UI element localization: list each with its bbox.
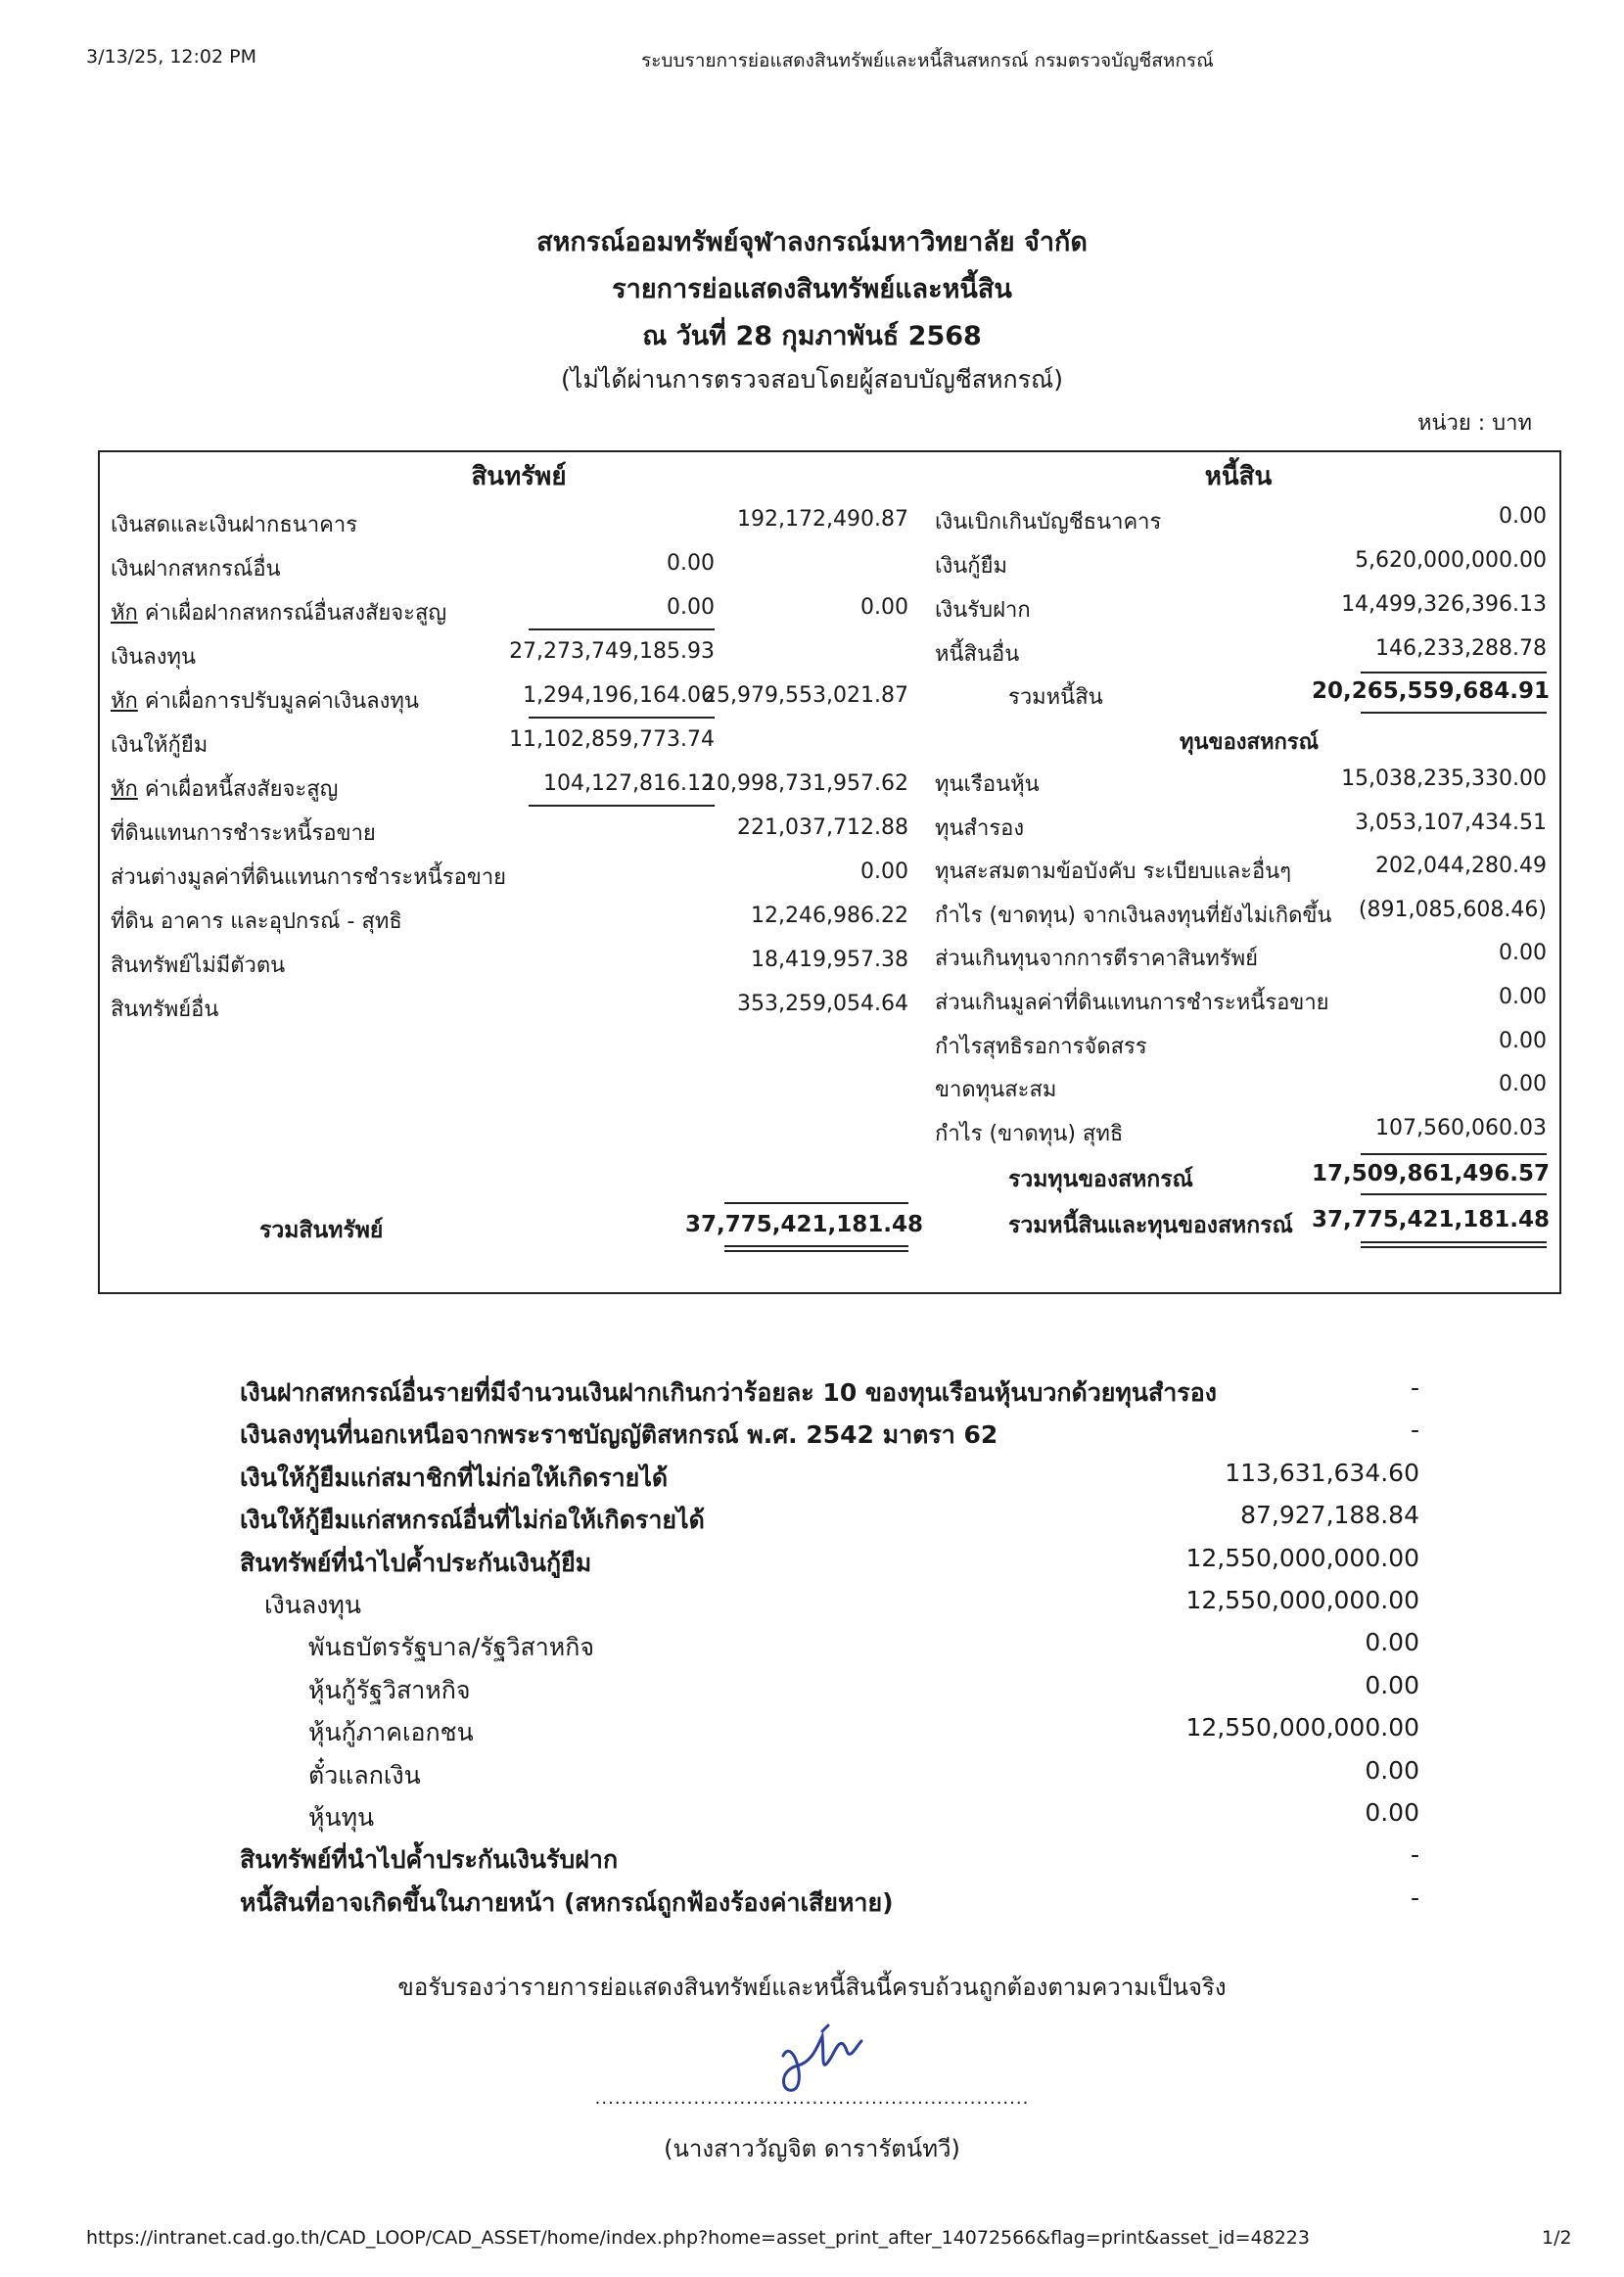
note-amount: - [1410,1373,1419,1402]
total-liabilities-label: รวมหนี้สิน [1008,685,1103,710]
grand-total-rule-1 [1361,1241,1547,1243]
asset-label [111,904,402,938]
note-label: หุ้นกู้ภาคเอกชน [308,1718,474,1746]
asset-label-text: ค่าเผื่อฝากสหกรณ์อื่นสงสัยจะสูญ [137,601,447,626]
total-liabilities-bottom-rule [1361,712,1547,714]
asset-amount: 192,172,490.87 [737,507,908,532]
asset-label-text: เงินฝากสหกรณ์อื่น [111,557,281,581]
asset-label-text: ที่ดินแทนการชำระหนี้รอขาย [111,821,376,846]
note-amount: 0.00 [1365,1671,1419,1699]
equity-header: ทุนของสหกรณ์ [1180,730,1320,755]
asset-amount: 0.00 [860,860,908,884]
deduct-marker: หัก [111,601,138,626]
equity-amount: 202,044,280.49 [1375,854,1547,878]
note-amount: - [1410,1840,1419,1869]
total-liabilities-value: 20,265,559,684.91 [1312,678,1550,704]
note-amount: 113,631,634.60 [1225,1459,1419,1487]
asset-amount: 12,246,986.22 [751,904,908,928]
note-label: ตั๋วแลกเงิน [308,1761,421,1789]
asset-label [111,507,357,541]
total-assets-rule-1 [724,1245,908,1247]
org-name: สหกรณ์ออมทรัพย์จุฬาลงกรณ์มหาวิทยาลัย จำกัด [536,227,1088,257]
note-label: เงินลงทุนที่นอกเหนือจากพระราชบัญญัติสหกรณ์ พ.ศ. 2542 มาตรา 62 [240,1420,998,1449]
total-assets-value: 37,775,421,181.48 [685,1212,923,1237]
deduct-marker: หัก [111,777,138,802]
asset-amount: 25,979,553,021.87 [703,683,908,708]
asset-label-text: เงินให้กู้ยืม [111,733,209,758]
asset-label [111,639,196,674]
liability-amount: 5,620,000,000.00 [1355,548,1547,573]
liabilities-header: หนี้สิน [1204,462,1273,491]
note-label: เงินให้กู้ยืมแก่สหกรณ์อื่นที่ไม่ก่อให้เกิดรายได้ [240,1506,705,1534]
asset-label [111,815,376,850]
signature-mark [764,2017,881,2095]
report-title: รายการย่อแสดงสินทรัพย์และหนี้สิน [612,274,1012,304]
note-amount: 12,550,000,000.00 [1185,1586,1419,1614]
asset-sub-amount: 0.00 [667,551,715,576]
liability-amount: 146,233,288.78 [1375,636,1547,661]
asset-sub-rule [529,717,715,719]
grand-total-rule-2 [1361,1246,1547,1248]
print-page-number: 1/2 [1542,2227,1572,2249]
asset-label [111,948,285,982]
asset-label-text: เงินสดและเงินฝากธนาคาร [111,513,358,537]
equity-amount: 15,038,235,330.00 [1341,767,1547,791]
equity-amount: 3,053,107,434.51 [1355,811,1547,835]
equity-label: ทุนเรือนหุ้น [935,772,1040,797]
note-amount: 87,927,188.84 [1240,1501,1419,1529]
equity-label: ส่วนเกินมูลค่าที่ดินแทนการชำระหนี้รอขาย [935,991,1329,1015]
note-label: หุ้นทุน [308,1803,375,1832]
asset-sub-rule [529,805,715,807]
asset-label-text: สินทรัพย์ไม่มีตัวตน [111,953,286,978]
total-equity-bottom-rule [1361,1193,1547,1195]
note-label: เงินให้กู้ยืมแก่สมาชิกที่ไม่ก่อให้เกิดรายได้ [240,1464,669,1492]
equity-label: ทุนสะสมตามข้อบังคับ ระเบียบและอื่นๆ [935,860,1292,884]
note-label: สินทรัพย์ที่นำไปค้ำประกันเงินกู้ยืม [240,1549,592,1577]
asset-label-text: ค่าเผื่อหนี้สงสัยจะสูญ [137,777,339,802]
equity-label: ส่วนเกินทุนจากการตีราคาสินทรัพย์ [935,947,1258,971]
equity-amount: 107,560,060.03 [1375,1116,1547,1140]
asset-label-text: สินทรัพย์อื่น [111,998,219,1022]
asset-amount: 353,259,054.64 [737,992,908,1016]
note-label: หนี้สินที่อาจเกิดขึ้นในภายหน้า (สหกรณ์ถูกฟ้องร้องค่าเสียหาย) [240,1888,894,1917]
liability-amount: 14,499,326,396.13 [1341,592,1547,617]
equity-label: ขาดทุนสะสม [935,1078,1057,1102]
signer-name: (นางสาววัญจิต ดารารัตน์ทวี) [664,2135,960,2162]
equity-label: กำไร (ขาดทุน) จากเงินลงทุนที่ยังไม่เกิดขึ้น [935,904,1332,928]
note-amount: - [1410,1883,1419,1912]
asset-label [111,683,419,718]
equity-amount: 0.00 [1499,1072,1547,1096]
note-label: เงินลงทุน [264,1591,361,1619]
asset-amount: 221,037,712.88 [737,815,908,840]
total-equity-value: 17,509,861,496.57 [1312,1161,1550,1186]
audit-note: (ไม่ได้ผ่านการตรวจสอบโดยผู้สอบบัญชีสหกรณ์) [561,365,1063,394]
asset-sub-amount: 11,102,859,773.74 [509,727,715,752]
print-page-title: ระบบรายการย่อแสดงสินทรัพย์และหนี้สินสหกรณ์ กรมตรวจบัญชีสหกรณ์ [641,50,1214,71]
unit-label: หน่วย : บาท [1416,411,1532,436]
asset-amount: 0.00 [860,595,908,620]
liability-label: เงินกู้ยืม [935,554,1008,579]
total-assets-top-rule [724,1202,908,1204]
report-date: ณ วันที่ 28 กุมภาพันธ์ 2568 [642,321,982,351]
equity-amount: 0.00 [1499,1029,1547,1053]
total-equity-label: รวมทุนของสหกรณ์ [1008,1167,1193,1192]
equity-amount: 0.00 [1499,941,1547,965]
note-label: พันธบัตรรัฐบาล/รัฐวิสาหกิจ [308,1633,595,1661]
note-amount: 0.00 [1365,1756,1419,1785]
asset-label [111,727,208,762]
asset-label-text: ที่ดิน อาคาร และอุปกรณ์ - สุทธิ [111,909,402,934]
equity-label: กำไร (ขาดทุน) สุทธิ [935,1122,1124,1146]
asset-label [111,771,338,806]
asset-label [111,595,446,629]
asset-label [111,551,281,585]
note-amount: 0.00 [1365,1798,1419,1827]
asset-label [111,992,218,1026]
print-datetime: 3/13/25, 12:02 PM [86,46,256,68]
asset-sub-amount: 27,273,749,185.93 [509,639,715,664]
certification-statement: ขอรับรองว่ารายการย่อแสดงสินทรัพย์และหนี้สินนี้ครบถ้วนถูกต้องตามความเป็นจริง [397,1974,1227,2001]
grand-total-label: รวมหนี้สินและทุนของสหกรณ์ [1008,1213,1293,1238]
asset-label-text: ส่วนต่างมูลค่าที่ดินแทนการชำระหนี้รอขาย [111,865,507,890]
asset-amount: 18,419,957.38 [751,948,908,972]
note-amount: 0.00 [1365,1628,1419,1656]
asset-label-text: เงินลงทุน [111,645,197,670]
asset-sub-amount: 0.00 [667,595,715,620]
total-assets-rule-2 [724,1250,908,1252]
liability-label: หนี้สินอื่น [935,642,1020,667]
note-label: เงินฝากสหกรณ์อื่นรายที่มีจำนวนเงินฝากเกินกว่าร้อยละ 10 ของทุนเรือนหุ้นบวกด้วยทุนสำรอง [240,1378,1217,1407]
asset-amount: 10,998,731,957.62 [703,771,908,796]
total-assets-label: รวมสินทรัพย์ [259,1218,384,1243]
liability-amount: 0.00 [1499,504,1547,529]
note-amount: 12,550,000,000.00 [1185,1713,1419,1742]
deduct-marker: หัก [111,689,138,714]
equity-amount: (891,085,608.46) [1358,898,1547,922]
total-liabilities-top-rule [1361,672,1547,674]
signature-dots: .................................................................. [594,2088,1030,2109]
equity-label: กำไรสุทธิรอการจัดสรร [935,1035,1147,1059]
liability-label: เงินรับฝาก [935,598,1031,623]
note-label: สินทรัพย์ที่นำไปค้ำประกันเงินรับฝาก [240,1845,619,1874]
asset-sub-amount: 1,294,196,164.06 [523,683,715,708]
asset-label-text: ค่าเผื่อการปรับมูลค่าเงินลงทุน [137,689,419,714]
note-label: หุ้นกู้รัฐวิสาหกิจ [308,1676,471,1704]
total-equity-top-rule [1361,1153,1547,1155]
print-url: https://intranet.cad.go.th/CAD_LOOP/CAD_ASSET/home/index.php?home=asset_print_after_14072566&flag=print&asset_id=48223 [86,2227,1310,2249]
equity-amount: 0.00 [1499,985,1547,1009]
liability-label: เงินเบิกเกินบัญชีธนาคาร [935,510,1162,534]
equity-label: ทุนสำรอง [935,816,1025,841]
grand-total-value: 37,775,421,181.48 [1312,1207,1550,1232]
note-amount: - [1410,1416,1419,1444]
asset-sub-amount: 104,127,816.12 [543,771,715,796]
asset-sub-rule [529,628,715,630]
asset-label [111,860,506,894]
note-amount: 12,550,000,000.00 [1185,1544,1419,1572]
assets-header: สินทรัพย์ [471,462,567,491]
